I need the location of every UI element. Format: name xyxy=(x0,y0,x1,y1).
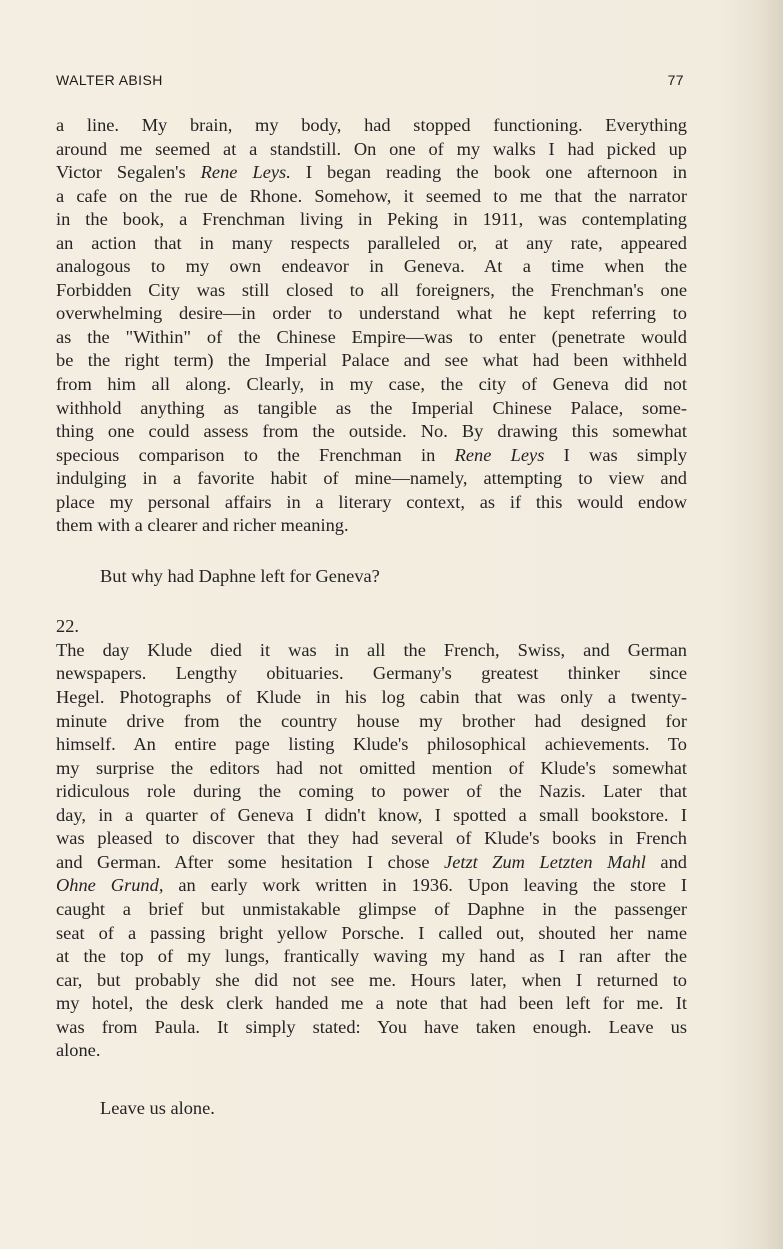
text-span: I was simply xyxy=(544,444,687,465)
text-line: caught a brief but unmistakable glimpse of Daphne in the passenger xyxy=(56,898,687,919)
text-line: them with a clearer and richer meaning. xyxy=(56,515,349,536)
text-line: himself. An entire page listing Klude's philosophical achievements. To xyxy=(56,734,687,755)
text-span: and xyxy=(645,851,687,872)
paragraph-gap xyxy=(56,538,687,565)
text-line: car, but probably she did not see me. Hours later, when I returned to xyxy=(56,969,687,990)
text-line: as the "Within" of the Chinese Empire—was to enter (penetrate would xyxy=(56,326,687,347)
text-line: a cafe on the rue de Rhone. Somehow, it seemed to me that the narrator xyxy=(56,185,687,206)
text-line: was pleased to discover that they had several of Klude's books in French xyxy=(56,828,687,849)
text-span: and German. After some hesitation I chose xyxy=(56,851,445,872)
text-line: a line. My brain, my body, had stopped functioning. Everything xyxy=(56,115,687,135)
body-text xyxy=(56,114,687,1120)
paragraph-3 xyxy=(56,639,687,1063)
paragraph-4 xyxy=(56,1097,687,1121)
book-title-jetzt-zum-letzten-mahl: Jetzt Zum Letzten Mahl xyxy=(444,851,646,872)
paragraph-1 xyxy=(56,114,687,538)
text-line: my hotel, the desk clerk handed me a note that had been left for me. It xyxy=(56,993,687,1014)
text-span: Victor Segalen's xyxy=(56,162,201,183)
text-line: ridiculous role during the coming to power of the Nazis. Later that xyxy=(56,781,687,802)
text-line: Hegel. Photographs of Klude in his log cabin that was only a twenty- xyxy=(56,687,687,708)
text-line: was from Paula. It simply stated: You have taken enough. Leave us xyxy=(56,1016,687,1037)
running-header xyxy=(56,72,684,92)
paragraph-gap xyxy=(56,1063,687,1097)
text-line: Leave us alone. xyxy=(100,1097,215,1118)
text-line xyxy=(56,874,687,898)
text-line: around me seemed at a standstill. On one of my walks I had picked up xyxy=(56,138,687,159)
text-line: an action that in many respects paralleled or, at any rate, appeared xyxy=(56,232,687,253)
section-number: 22. xyxy=(56,616,79,637)
paragraph-2 xyxy=(56,565,687,589)
running-head-author: WALTER ABISH xyxy=(56,72,163,88)
text-line: be the right term) the Imperial Palace and see what had been withheld xyxy=(56,350,687,371)
text-line: alone. xyxy=(56,1040,101,1061)
text-line: day, in a quarter of Geneva I didn't know, I spotted a small bookstore. I xyxy=(56,804,687,825)
text-line: indulging in a favorite habit of mine—namely, attempting to view and xyxy=(56,468,687,489)
book-title-rene-leys: Rene Leys. xyxy=(200,162,291,183)
text-line: withhold anything as tangible as the Imperial Chinese Palace, some- xyxy=(56,397,687,418)
text-line: thing one could assess from the outside. No. By drawing this somewhat xyxy=(56,421,687,442)
book-title-ohne-grund: Ohne Grund, xyxy=(56,875,164,896)
text-line: place my personal affairs in a literary context, as if this would endow xyxy=(56,491,687,512)
text-line xyxy=(56,161,687,185)
text-line: But why had Daphne left for Geneva? xyxy=(100,565,380,586)
text-line: newspapers. Lengthy obituaries. Germany's greatest thinker since xyxy=(56,663,687,684)
text-line: analogous to my own endeavor in Geneva. At a time when the xyxy=(56,256,687,277)
paragraph-gap xyxy=(56,588,687,615)
text-line: from him all along. Clearly, in my case, the city of Geneva did not xyxy=(56,374,687,395)
text-line: at the top of my lungs, frantically waving my hand as I ran after the xyxy=(56,946,687,967)
text-span: I began reading the book one afternoon in xyxy=(290,162,687,183)
text-line: The day Klude died it was in all the French, Swiss, and German xyxy=(56,639,687,660)
text-line: in the book, a Frenchman living in Peking in 1911, was contemplating xyxy=(56,209,687,230)
text-span: specious comparison to the Frenchman in xyxy=(56,444,455,465)
book-title-rene-leys: Rene Leys xyxy=(454,444,545,465)
text-line: Forbidden City was still closed to all foreigners, the Frenchman's one xyxy=(56,279,687,300)
page-number: 77 xyxy=(667,72,684,88)
text-span: an early work written in 1936. Upon leaving the store I xyxy=(163,875,687,896)
text-line: overwhelming desire—in order to understand what he kept referring to xyxy=(56,303,687,324)
text-line: seat of a passing bright yellow Porsche. I called out, shouted her name xyxy=(56,922,687,943)
text-line: minute drive from the country house my brother had designed for xyxy=(56,710,687,731)
text-line: my surprise the editors had not omitted mention of Klude's somewhat xyxy=(56,757,687,778)
text-line xyxy=(56,444,687,468)
text-line xyxy=(56,851,687,875)
